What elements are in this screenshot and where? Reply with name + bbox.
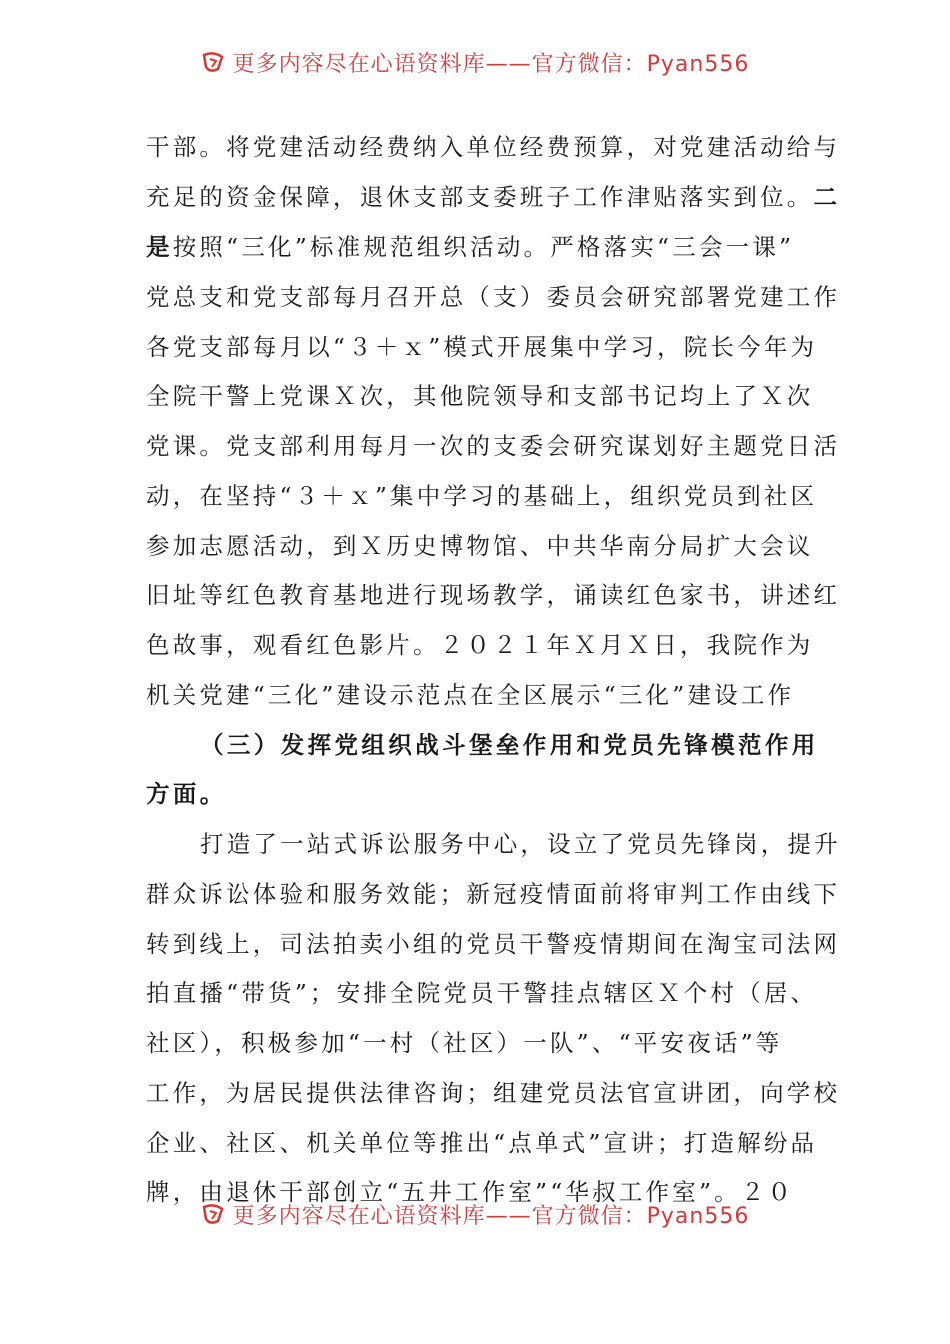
watermark-text: 更多内容尽在心语资料库——官方微信：Pyan556 [232,51,750,77]
logo-icon [201,1201,227,1227]
logo-icon [201,49,227,75]
text-line: 党课。党支部利用每月一次的支委会研究谋划好主题党日活 [146,432,841,460]
text-line-content: 充足的资金保障，退休支部支委班子工作津贴落实到位。 [146,183,814,211]
text-line: 色故事，观看红色影片。２０２１年Ｘ月Ｘ日，我院作为 [146,631,814,659]
text-line: 机关党建“三化”建设示范点在全区展示“三化”建设工作 [146,681,795,709]
text-line: 群众诉讼体验和服务效能；新冠疫情面前将审判工作由线下 [146,880,841,908]
text-line: 全院干警上党课Ｘ次，其他院领导和支部书记均上了Ｘ次 [146,382,814,410]
text-line: 工作，为居民提供法律咨询；组建党员法官宣讲团，向学校 [146,1079,841,1107]
section-heading-continued: 方面。 [146,780,227,808]
watermark-top [0,51,950,88]
text-line: 转到线上，司法拍卖小组的党员干警疫情期间在淘宝司法网 [146,930,841,958]
text-line [146,232,806,262]
text-line: 社区），积极参加“一村（社区）一队”、“平安夜话”等 [146,1029,783,1057]
text-line: 各党支部每月以“３＋ｘ”模式开展集中学习，院长今年为 [146,333,818,361]
text-line: 参加志愿活动，到Ｘ历史博物馆、中共华南分局扩大会议 [146,532,814,560]
text-line-content: 按照“三化”标准规范组织活动。严格落实“三会一课” [172,233,795,261]
text-line [146,182,841,212]
text-line-bold: 是 [146,233,173,261]
watermark-text: 更多内容尽在心语资料库——官方微信：Pyan556 [232,1203,750,1229]
text-line: 拍直播“带货”；安排全院党员干警挂点辖区Ｘ个村（居、 [146,979,818,1007]
text-line-bold: 二 [813,183,841,211]
text-line: 打造了一站式诉讼服务中心，设立了党员先锋岗，提升 [200,830,841,858]
watermark-bottom [0,1203,950,1240]
text-line: 企业、社区、机关单位等推出“点单式”宣讲；打造解纷品 [146,1129,818,1157]
text-line: 旧址等红色教育基地进行现场教学，诵读红色家书，讲述红 [146,581,841,609]
text-line: 动，在坚持“３＋ｘ”集中学习的基础上，组织党员到社区 [146,482,818,510]
text-line: 牌，由退休干部创立“五井工作室”“华叔工作室”。２０ [146,1178,795,1206]
text-line: 干部。将党建活动经费纳入单位经费预算，对党建活动给与 [146,133,841,161]
text-line: 党总支和党支部每月召开总（支）委员会研究部署党建工作 [146,283,841,311]
section-heading: （三）发挥党组织战斗堡垒作用和党员先锋模范作用 [200,731,819,759]
